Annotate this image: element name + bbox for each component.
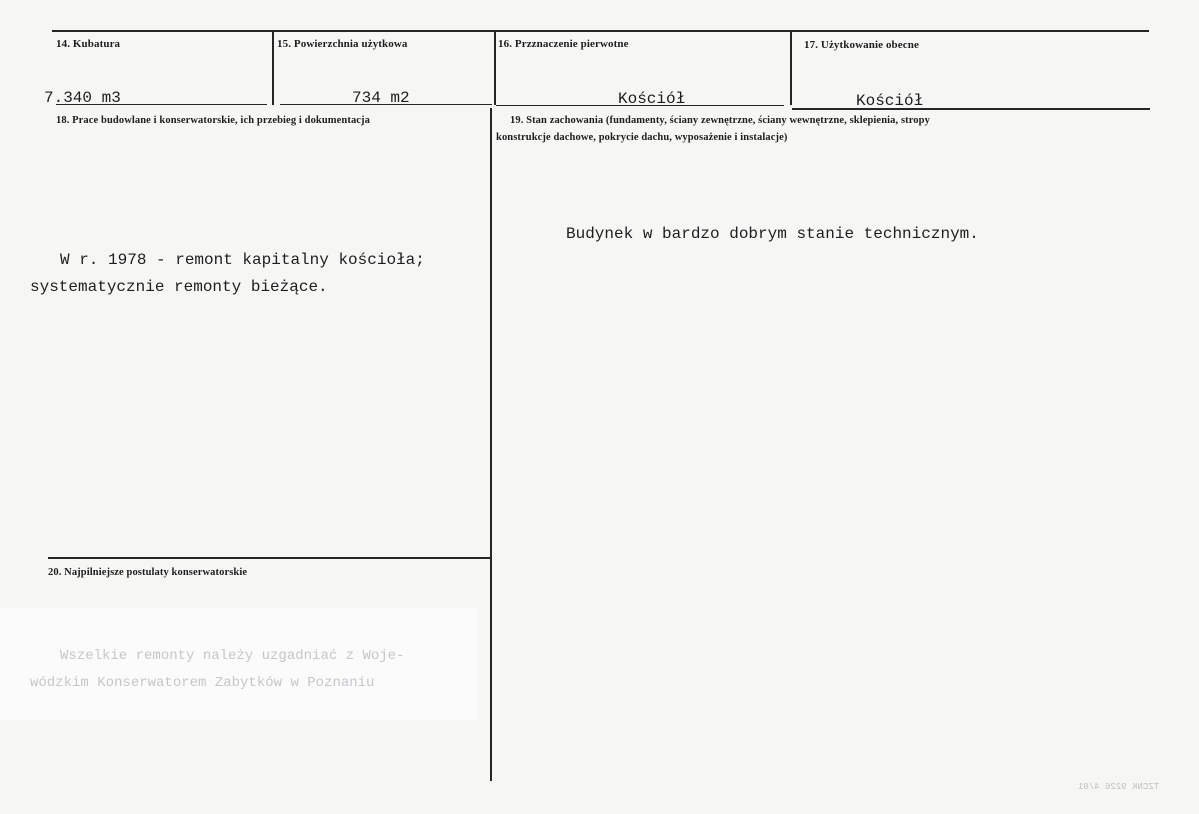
- field-20-label: 20. Najpilniejsze postulaty konserwatorskie: [48, 567, 248, 578]
- field-14-value: 7.340 m3: [44, 89, 121, 107]
- field-16-label: 16. Przznaczenie pierwotne: [498, 38, 629, 50]
- separator-14-15: [272, 31, 274, 105]
- field-18-text: [30, 247, 425, 301]
- separator-16-17: [790, 31, 792, 105]
- top-rule: [52, 30, 1149, 32]
- field-20-text-line2: wódzkim Konserwatorem Zabytków w Poznaniu: [30, 675, 375, 691]
- field-18-text-line2: systematycznie remonty bieżące.: [30, 278, 328, 296]
- field-16-value: Kościół: [618, 90, 686, 108]
- field-19-text: Budynek w bardzo dobrym stanie technicznym.: [566, 225, 979, 243]
- field-20-rule: [48, 557, 490, 559]
- field-17-value: Kościół: [856, 92, 924, 110]
- field-14-label: 14. Kubatura: [56, 38, 121, 50]
- field-19-label-line2: konstrukcje dachowe, pokrycie dachu, wyposażenie i instalacje): [496, 132, 788, 143]
- field-17-label: 17. Użytkowanie obecne: [804, 39, 919, 51]
- underline-17: [792, 108, 1150, 110]
- field-18-text-line1: W r. 1978 - remont kapitalny kościoła;: [60, 251, 425, 269]
- field-18-label: 18. Prace budowlane i konserwatorskie, ich przebieg i dokumentacja: [56, 115, 371, 126]
- field-15-label: 15. Powierzchnia użytkowa: [277, 38, 408, 50]
- field-15-value: 734 m2: [352, 89, 410, 107]
- field-19-label-line1: 19. Stan zachowania (fundamenty, ściany zewnętrzne, ściany wewnętrzne, sklepienia, stropy: [510, 115, 930, 126]
- main-divider: [490, 108, 492, 781]
- separator-15-16: [494, 31, 496, 105]
- mirrored-stamp: TZCNK 9226 4/81: [1077, 782, 1159, 792]
- field-20-text-line1: Wszelkie remonty należy uzgadniać z Woje-: [60, 648, 405, 664]
